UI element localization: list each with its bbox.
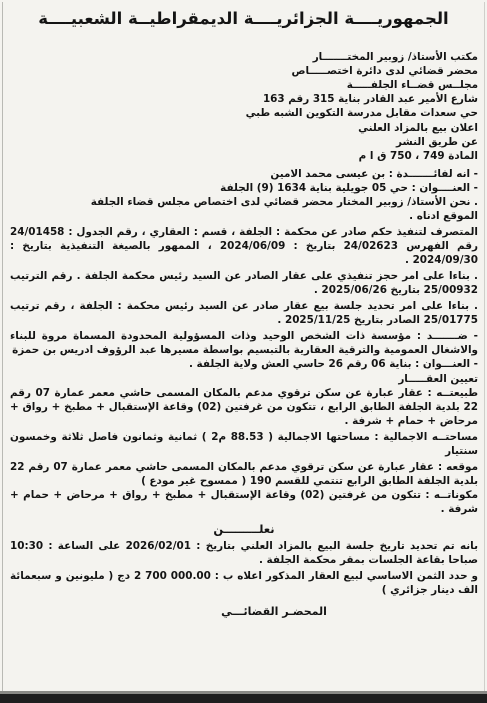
base-price-line	[10, 569, 478, 597]
property-location-line	[10, 460, 478, 488]
property-components-line	[10, 488, 478, 516]
notice-body	[10, 50, 478, 619]
property-nature-label: طبيعتــه :	[427, 387, 478, 399]
property-nature-value: عقار عبارة عن سكن ترقوي مدعم بالمكان المسمى حاشي معمر عمارة 07 رقم 22 بلدية الجلفة الطابق الرابع ، تتكون من غرفتين (02) وقاعة الإستقبال + مطبخ + رواق + مرحاض + حمام + شرفة .	[10, 387, 478, 427]
property-area-value: مساحتها الاجمالية ( 88.53 م2 ) ثمانية وثمانون فاصل ثلاثة وخمسون سنتيار	[10, 431, 478, 457]
bailiff-signature: المحضـر القضائـــي	[221, 605, 327, 618]
beneficiary-address-line	[10, 181, 478, 195]
notice-method: عن طريق النشر	[396, 136, 478, 148]
property-area-label: مساحتــه الاجمالية :	[374, 431, 478, 443]
judgment-reference: المتصرف لتنفيذ حكم صادر عن محكمة : الجلفة ، قسم : العقاري ، رقم الجدول : 24/01458 رقم الفهرس 24/02623 بتاريخ : 2024/06/09 ، الممهور بالصيغة التنفيذية بتاريخ : 2024/09/30 .	[10, 226, 478, 266]
defendant-label: - ضـــــــد :	[416, 330, 478, 342]
announcement-heading: نعلـــــــــن	[213, 522, 275, 536]
seizure-order: . بناءا على امر حجز تنفيذي على عقار الصادر عن السيد رئيس محكمة الجلفة . رقم الترتيب 25/00932 بتاريخ 2025/06/26 .	[10, 270, 478, 296]
property-location-label: موقعه :	[437, 461, 478, 473]
beneficiary-address-label: - العنــــوان :	[411, 182, 478, 194]
bottom-dark-band	[0, 694, 487, 703]
property-area-line	[10, 430, 478, 458]
defendant-value: مؤسسة ذات الشخص الوحيد وذات المسؤولية المحدودة المسماة مروة للبناء والاشغال العمومية والترقية العقارية بالتبسيم بواسطة مسيرها عبد الرؤوف ادريس بن حمزة	[10, 330, 478, 356]
office-court: مجلــس قضــاء الجلفـــــة	[346, 79, 478, 91]
base-price-suffix: دج ( مليونين و سبعمائة الف دينار جزائري )	[10, 570, 478, 596]
property-heading: تعيين العقـــــار	[398, 373, 478, 385]
beneficiary-value: بن عيسى محمد الامين	[270, 168, 386, 180]
property-components-label: مكوناتــه :	[425, 489, 479, 501]
page-title: الجمهوريــــة الجزائريــــة الديمقراطيــة الشعبيــــة	[38, 9, 449, 28]
office-street: شارع الأمير عبد القادر بناية 315 رقم 163	[262, 93, 478, 105]
auction-session: بانه تم تحديد تاريخ جلسة البيع بالمزاد العلني بتاريخ : 2026/02/01 على الساعة : 10:30 صباحا بقاعة الجلسات بمقر محكمة الجلفة .	[10, 540, 478, 566]
property-location-value: عقار عبارة عن سكن ترقوي مدعم بالمكان المسمى حاشي معمر عمارة 07 رقم 22 بلدية الجلفة الطابق الرابع تنتمي للقسم 190 ( ممسوح غير مودع )	[10, 461, 478, 487]
property-nature-line	[10, 386, 478, 428]
beneficiary-label: - انه لفائـــــــدة :	[388, 168, 478, 180]
bailiff-statement: . نحن الأستاذ/ زوبير المختار محضر قضائي لدى اختصاص مجلس قضاء الجلفة	[90, 196, 478, 208]
office-name: مكتب الأستاذ/ زوبير المختـــــــار	[312, 51, 478, 63]
base-price-prefix: و حدد الثمن الاساسي لبيع العقار المذكور اعلاه ب :	[214, 570, 478, 582]
defendant-address-value: بناية 06 رقم 26 حاسي العش ولاية الجلفة .	[188, 358, 412, 370]
notice-title-block	[10, 121, 478, 163]
base-price-amount: 2 700 000.00	[133, 570, 211, 582]
office-district: حي سعدات مقابل مدرسة التكوين الشبه طبي	[245, 107, 478, 119]
office-role: محضر قضائي لدى دائرة اختصـــــاص	[291, 65, 478, 77]
beneficiary-line	[10, 167, 478, 181]
property-components-value: تتكون من غرفتين (02) وقاعة الإستقبال + مطبخ + رواق + مرحاض + حمام + شرفة .	[10, 489, 478, 515]
defendant-address-line	[10, 357, 478, 371]
notice-article: المادة 749 ، 750 ق ا م	[358, 150, 478, 162]
defendant-address-label: - العنـــوان :	[415, 358, 478, 370]
session-order: . بناءا على امر تحديد جلسة بيع عقار صادر عن السيد رئيس محكمة : الجلفة ، رقم ترتيب 25/01775 الصادر بتاريخ 2025/11/25 .	[10, 300, 478, 326]
signed-below: الموقع ادناه .	[409, 210, 478, 222]
beneficiary-address-value: حي 05 جويلية بناية 1634 (9) الجلفة	[220, 182, 408, 194]
bailiff-office-block	[10, 50, 478, 120]
notice-title: اعلان بيع بالمزاد العلني	[358, 122, 478, 134]
defendant-line	[10, 329, 478, 357]
